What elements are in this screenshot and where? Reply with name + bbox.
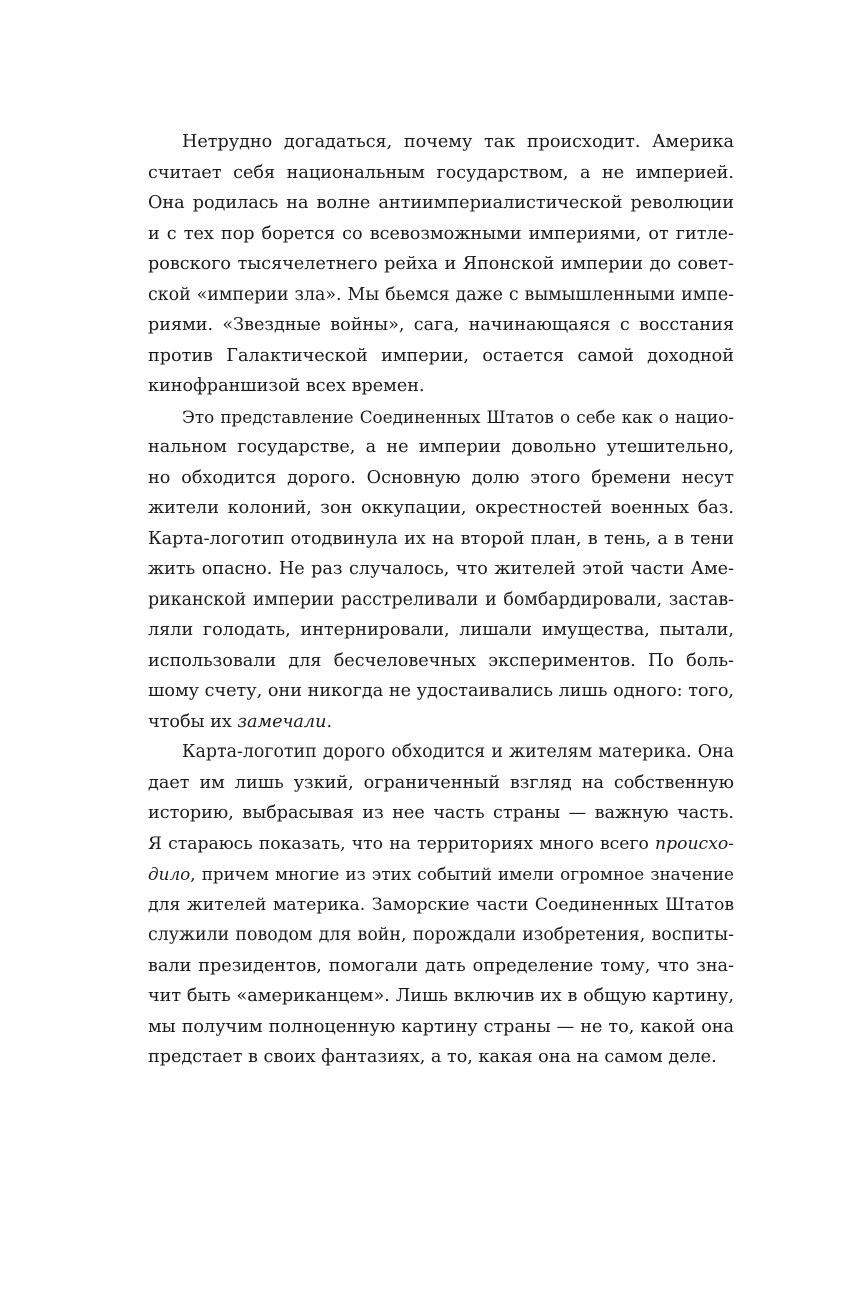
text-line: дает им лишь узкий, ограниченный взгляд на собственную [148, 772, 734, 793]
italic-word: происхо- [655, 833, 734, 854]
text-line: нальном государстве, а не империи довольно утешительно, [148, 437, 734, 457]
italic-word: замечали [237, 711, 327, 732]
text-line: жители колоний, зон оккупации, окрестностей военных баз. [148, 498, 734, 518]
text-line: шому счету, они никогда не удостаивались лишь одного: того, [148, 681, 734, 701]
text-line: ровского тысячелетнего рейха и Японской империи до совет- [148, 254, 734, 274]
text-line: предстает в своих фантазиях, а то, какая она на самом деле. [148, 1047, 717, 1067]
text-segment: чтобы их [148, 711, 238, 732]
italic-word: дило [148, 864, 191, 884]
text-segment: . [326, 711, 333, 732]
body-text [148, 127, 734, 1073]
text-line: ляли голодать, интернировали, лишали имущества, пытали, [148, 620, 734, 640]
text-line: риканской империи расстреливали и бомбардировали, застав- [148, 589, 734, 610]
text-line: кинофраншизой всех времен. [148, 376, 425, 396]
text-line: риями. «Звездные войны», сага, начинающаяся с восстания [148, 315, 734, 335]
text-line: использовали для бесчеловечных экспериментов. По боль- [148, 650, 734, 671]
text-line: для жителей материка. Заморские части Соединенных Штатов [148, 894, 734, 915]
text-segment: Я стараюсь показать, что на территориях много всего [148, 833, 656, 854]
paragraph-2 [148, 402, 734, 738]
text-line: Она родилась на волне антиимпериалистической революции [148, 193, 734, 213]
text-line: жить опасно. Не раз случалось, что жителей этой части Аме- [148, 559, 734, 579]
text-line [148, 829, 734, 860]
text-line: Нетрудно догадаться, почему так происходит. Америка [182, 132, 734, 152]
text-segment: , причем многие из этих событий имели огромное значение [190, 864, 734, 884]
text-line [148, 707, 734, 738]
text-line: чит быть «американцем». Лишь включив их в общую картину, [148, 986, 734, 1006]
text-line: мы получим полноценную картину страны — не то, какой она [148, 1016, 734, 1037]
text-line: историю, выбрасывая из нее часть страны — важную часть. [148, 803, 734, 823]
text-line: служили поводом для войн, порождали изобретения, воспиты- [148, 925, 734, 945]
text-line: Карта-логотип дорого обходится и жителям материка. Она [182, 742, 734, 762]
text-line: и с тех пор борется со всевозможными империями, от гитле- [148, 223, 734, 244]
text-line: Это представление Соединенных Штатов о себе как о нацио- [182, 406, 734, 427]
text-line: ской «империи зла». Мы бьемся даже с вымышленными импе- [148, 284, 734, 305]
text-line: против Галактической империи, остается самой доходной [148, 345, 734, 366]
paragraph-1 [148, 127, 734, 402]
text-line [148, 859, 734, 890]
paragraph-3 [148, 737, 734, 1073]
text-line: вали президентов, помогали дать определение тому, что зна- [148, 955, 734, 976]
text-line: но обходится дорого. Основную долю этого бремени несут [148, 467, 734, 488]
text-line: считает себя национальным государством, а не империей. [148, 162, 734, 183]
text-line: Карта-логотип отодвинула их на второй план, в тень, а в тени [148, 528, 734, 549]
